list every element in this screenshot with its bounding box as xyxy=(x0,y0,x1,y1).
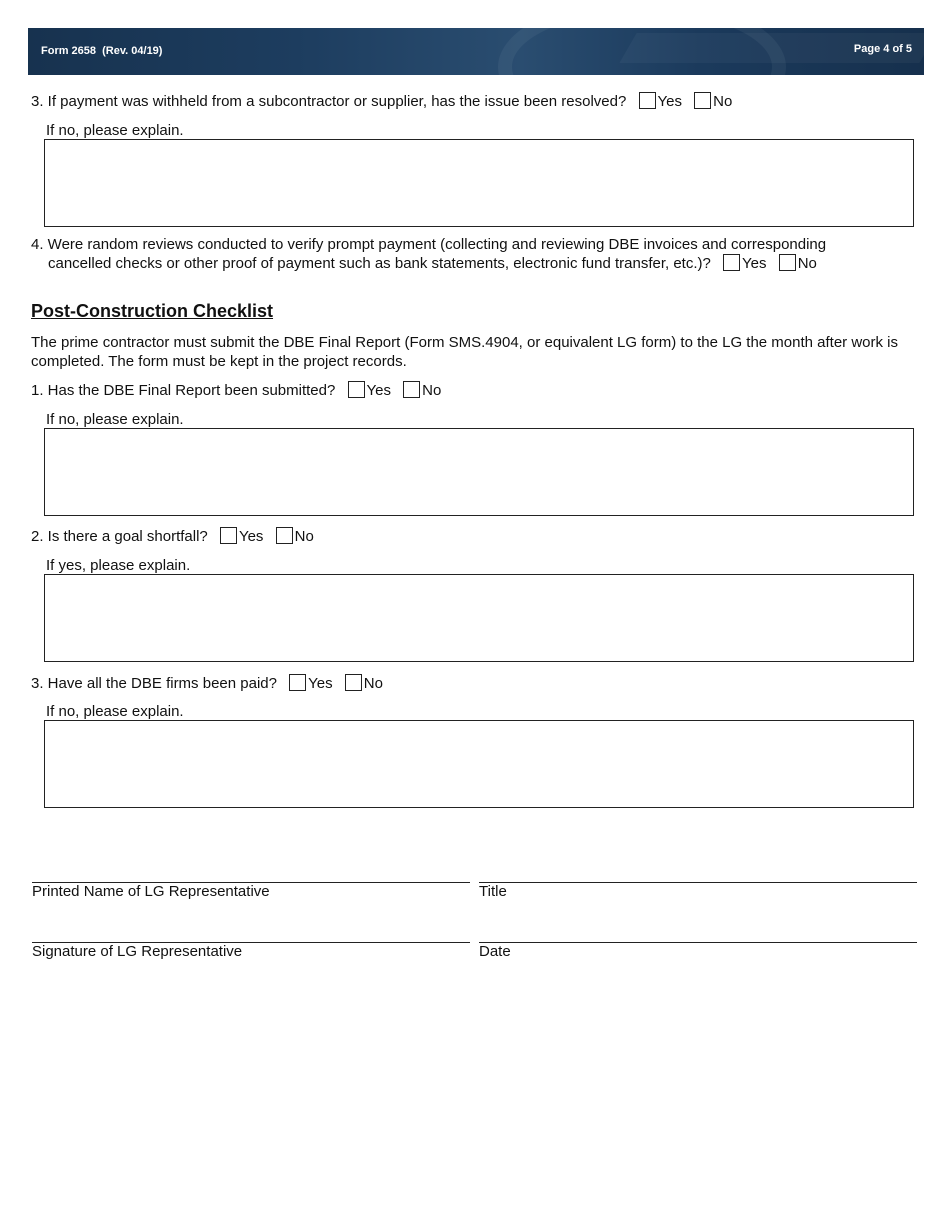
no-option xyxy=(276,527,314,546)
yes-label: Yes xyxy=(308,675,333,692)
yes-option xyxy=(723,254,766,273)
question-4-random-reviews xyxy=(48,254,817,273)
no-checkbox[interactable] xyxy=(779,254,796,271)
question-text: cancelled checks or other proof of payment such as bank statements, electronic fund transfer, etc.)? xyxy=(48,255,711,272)
explanation-textarea[interactable] xyxy=(44,139,914,227)
yes-option xyxy=(639,92,682,111)
section-heading: Post-Construction Checklist xyxy=(31,301,274,321)
no-checkbox[interactable] xyxy=(694,92,711,109)
explain-label: If no, please explain. xyxy=(46,411,184,428)
explain-label: If no, please explain. xyxy=(46,703,184,720)
explain-label: If no, please explain. xyxy=(46,122,184,139)
question-text: 1. Has the DBE Final Report been submitted? xyxy=(31,382,336,399)
yes-option xyxy=(348,381,391,400)
explanation-textarea[interactable] xyxy=(44,720,914,808)
title-line[interactable] xyxy=(479,882,917,883)
date-label: Date xyxy=(479,943,511,960)
page-number: Page 4 of 5 xyxy=(853,43,912,55)
explanation-textarea[interactable] xyxy=(44,574,914,662)
yes-label: Yes xyxy=(742,255,767,272)
yes-checkbox[interactable] xyxy=(639,92,656,109)
question-text: 3. If payment was withheld from a subcontractor or supplier, has the issue been resolved? xyxy=(31,93,627,110)
no-checkbox[interactable] xyxy=(403,381,420,398)
no-checkbox[interactable] xyxy=(276,527,293,544)
no-option xyxy=(403,381,441,400)
pc-question-2-goal-shortfall xyxy=(31,527,314,546)
no-label: No xyxy=(713,93,733,110)
yes-checkbox[interactable] xyxy=(723,254,740,271)
pc-question-3-firms-paid xyxy=(31,674,383,693)
yes-label: Yes xyxy=(238,528,264,545)
form-id: Form 2658 (Rev. 04/19) xyxy=(41,45,163,57)
yes-option xyxy=(220,527,263,546)
no-checkbox[interactable] xyxy=(345,674,362,691)
pc-question-1-final-report xyxy=(31,381,441,400)
form-header-bar xyxy=(28,28,924,75)
no-label: No xyxy=(363,675,383,692)
no-label: No xyxy=(294,528,314,545)
no-label: No xyxy=(797,255,817,272)
question-text: 3. Have all the DBE firms been paid? xyxy=(31,675,277,692)
yes-checkbox[interactable] xyxy=(220,527,237,544)
yes-checkbox[interactable] xyxy=(348,381,365,398)
printed-name-label: Printed Name of LG Representative xyxy=(32,883,270,900)
no-option xyxy=(779,254,817,273)
explain-label: If yes, please explain. xyxy=(46,557,191,574)
no-label: No xyxy=(422,382,442,399)
yes-option xyxy=(289,674,332,693)
question-3-payment-withheld xyxy=(31,92,732,111)
section-intro: The prime contractor must submit the DBE Final Report (Form SMS.4904, or equivalent LG form) to the LG the month after work is completed. The form must be kept in the project records. xyxy=(31,334,899,370)
yes-label: Yes xyxy=(657,93,682,110)
yes-checkbox[interactable] xyxy=(289,674,306,691)
title-label: Title xyxy=(479,883,507,900)
no-option xyxy=(345,674,383,693)
no-option xyxy=(694,92,732,111)
date-line[interactable] xyxy=(479,942,917,943)
question-text: 2. Is there a goal shortfall? xyxy=(31,528,208,545)
yes-label: Yes xyxy=(366,382,391,399)
explanation-textarea[interactable] xyxy=(44,428,914,516)
question-4-line-1: 4. Were random reviews conducted to verify prompt payment (collecting and reviewing DBE invoices and corresponding xyxy=(31,236,827,253)
signature-label: Signature of LG Representative xyxy=(32,943,243,960)
